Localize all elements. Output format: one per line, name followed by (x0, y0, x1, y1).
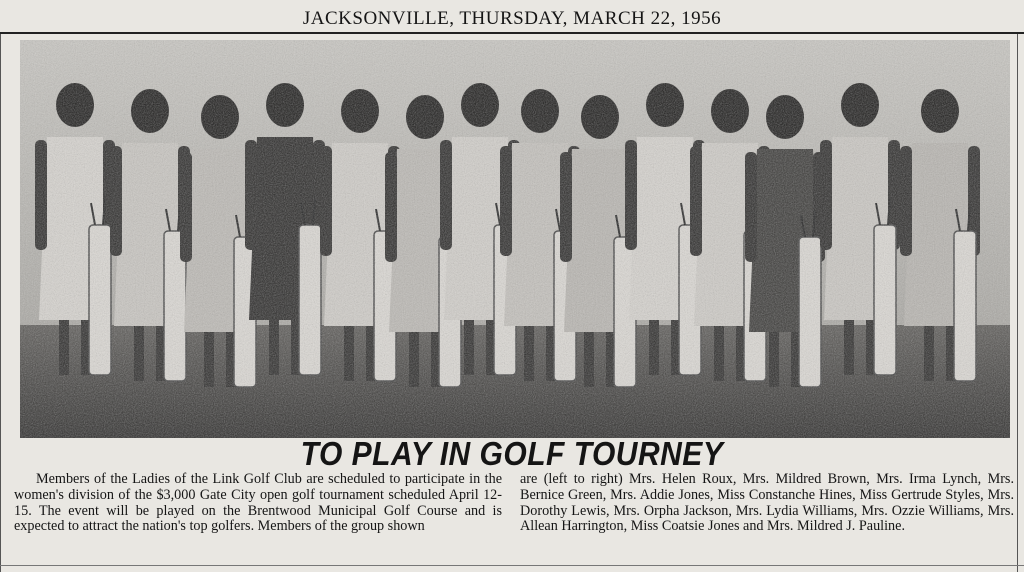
top-rule (0, 32, 1024, 34)
news-photo (20, 40, 1010, 438)
photo-scene (20, 40, 1010, 438)
caption-column-1: Members of the Ladies of the Link Golf Club are scheduled to participate in the women's division of the $3,000 Gate City open golf tournament scheduled April 12-15. The event will be played on the Brentwood Municipal Golf Course and is expected to attract the nation's top golfers. Members of the group shown (14, 471, 502, 535)
dateline-text: JACKSONVILLE, THURSDAY, MARCH 22, 1956 (302, 8, 722, 29)
right-rule (1017, 34, 1018, 572)
caption-column-2: are (left to right) Mrs. Helen Roux, Mrs. Mildred Brown, Mrs. Irma Lynch, Mrs. Bernice Green, Mrs. Addie Jones, Miss Constanche Hines, Miss Gertrude Styles, Mrs. Dorothy Lewis, Mrs. Orpha Jackson, Mrs. Lydia Williams, Mrs. Ozzie Williams, Mrs. Allean Harrington, Miss Coatsie Jones and Mrs. Mildred J. Pauline. (520, 471, 1014, 535)
dateline (0, 2, 1024, 32)
photo-grain (20, 40, 1010, 438)
headline: TO PLAY IN GOLF TOURNEY (300, 436, 724, 473)
left-rule (0, 34, 1, 572)
bottom-rule (0, 565, 1024, 566)
